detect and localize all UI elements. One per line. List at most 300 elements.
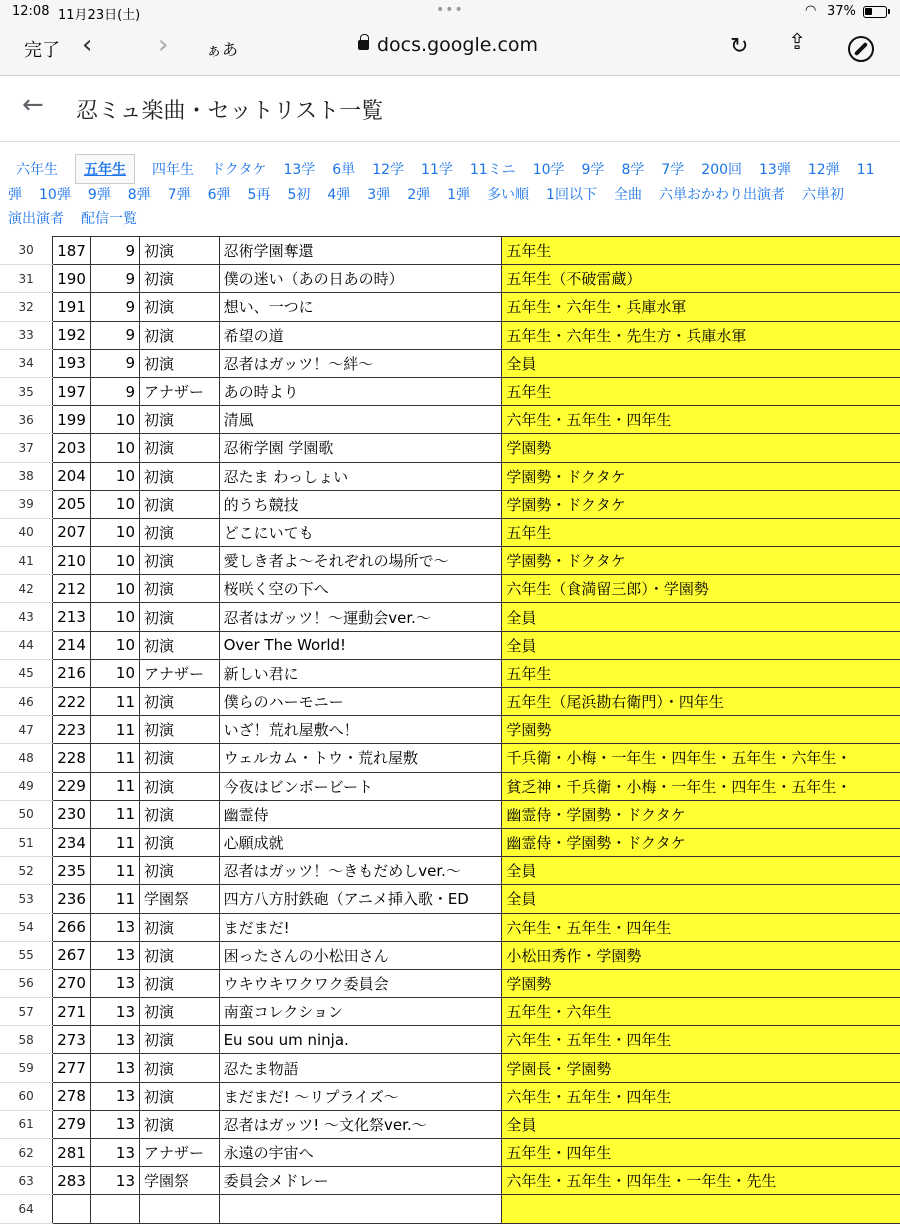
sheet-tab[interactable]: 演出演者 bbox=[8, 211, 64, 227]
table-row bbox=[0, 434, 900, 462]
sheet-tab[interactable]: 六単初 bbox=[801, 187, 844, 203]
cast-cell[interactable]: 五年生 bbox=[502, 659, 900, 687]
sheet-tab[interactable]: 四年生 bbox=[152, 162, 194, 178]
table-row bbox=[0, 1139, 900, 1167]
song-id-cell[interactable]: 270 bbox=[53, 969, 91, 997]
song-id-cell[interactable]: 210 bbox=[53, 547, 91, 575]
performance-type-cell[interactable]: 初演 bbox=[140, 941, 220, 969]
song-id-cell[interactable]: 197 bbox=[53, 377, 91, 405]
song-title-cell[interactable]: いざ！荒れ屋敷へ！ bbox=[219, 716, 502, 744]
song-title-cell[interactable]: ウェルカム・トウ・荒れ屋敷 bbox=[219, 744, 502, 772]
song-id-cell[interactable]: 230 bbox=[53, 800, 91, 828]
performance-type-cell[interactable]: 初演 bbox=[140, 603, 220, 631]
done-button[interactable]: 完了 bbox=[24, 40, 60, 61]
multitasking-dots-icon[interactable]: ••• bbox=[436, 2, 464, 18]
performance-type-cell[interactable]: 初演 bbox=[140, 969, 220, 997]
song-title-cell[interactable]: 南蛮コレクション bbox=[219, 998, 502, 1026]
row-number: 35 bbox=[0, 377, 53, 405]
row-number: 49 bbox=[0, 772, 53, 800]
song-title-cell[interactable]: あの時より bbox=[219, 377, 502, 405]
cast-cell[interactable] bbox=[502, 1195, 900, 1223]
performance-type-cell[interactable]: 初演 bbox=[140, 547, 220, 575]
song-title-cell[interactable]: 困ったさんの小松田さん bbox=[219, 941, 502, 969]
song-id-cell[interactable]: 187 bbox=[53, 237, 91, 265]
song-id-cell[interactable]: 281 bbox=[53, 1139, 91, 1167]
sheet-tab-row bbox=[8, 208, 154, 228]
table-row bbox=[0, 1110, 900, 1138]
battery-percent: 37% bbox=[827, 4, 856, 19]
cast-cell[interactable]: 五年生 bbox=[502, 377, 900, 405]
song-id-cell[interactable] bbox=[53, 1195, 91, 1223]
song-title-cell[interactable]: Over The World! bbox=[219, 631, 502, 659]
performance-type-cell[interactable]: 初演 bbox=[140, 462, 220, 490]
row-number: 60 bbox=[0, 1082, 53, 1110]
cast-cell[interactable]: 五年生 bbox=[502, 237, 900, 265]
share-icon[interactable]: ⇪ bbox=[788, 30, 807, 55]
cast-cell[interactable]: 学園勢 bbox=[502, 434, 900, 462]
song-title-cell[interactable]: Eu sou um ninja. bbox=[219, 1026, 502, 1054]
song-title-cell[interactable]: 忍者はガッツ! 〜文化祭ver.〜 bbox=[219, 1110, 502, 1138]
song-id-cell[interactable]: 267 bbox=[53, 941, 91, 969]
table-row bbox=[0, 1054, 900, 1082]
cast-cell[interactable]: 五年生 bbox=[502, 518, 900, 546]
address-bar[interactable] bbox=[358, 34, 538, 56]
clock: 12:08 bbox=[12, 4, 50, 19]
sheet-tab[interactable]: 11 bbox=[856, 162, 875, 178]
performance-type-cell[interactable]: 初演 bbox=[140, 688, 220, 716]
battery-icon bbox=[863, 6, 887, 18]
table-row bbox=[0, 603, 900, 631]
row-number: 55 bbox=[0, 941, 53, 969]
cast-cell[interactable]: 五年生・六年生・兵庫水軍 bbox=[502, 293, 900, 321]
show-number-cell[interactable]: 11 bbox=[90, 857, 139, 885]
table-row bbox=[0, 688, 900, 716]
show-number-cell[interactable]: 13 bbox=[90, 998, 139, 1026]
row-number: 54 bbox=[0, 913, 53, 941]
row-number: 47 bbox=[0, 716, 53, 744]
song-id-cell[interactable]: 216 bbox=[53, 659, 91, 687]
cast-cell[interactable]: 六年生・五年生・四年生 bbox=[502, 1026, 900, 1054]
cast-cell[interactable]: 全員 bbox=[502, 857, 900, 885]
song-title-cell[interactable]: 心願成就 bbox=[219, 828, 502, 856]
row-number: 48 bbox=[0, 744, 53, 772]
show-number-cell[interactable]: 13 bbox=[90, 1110, 139, 1138]
sheet-tab[interactable]: 多い順 bbox=[487, 187, 530, 203]
song-id-cell[interactable]: 192 bbox=[53, 321, 91, 349]
cast-cell[interactable]: 全員 bbox=[502, 1110, 900, 1138]
table-row bbox=[0, 237, 900, 265]
song-title-cell[interactable]: 桜咲く空の下へ bbox=[219, 575, 502, 603]
performance-type-cell[interactable]: アナザー bbox=[140, 377, 220, 405]
row-number: 36 bbox=[0, 406, 53, 434]
cast-cell[interactable]: 全員 bbox=[502, 603, 900, 631]
song-id-cell[interactable]: 204 bbox=[53, 462, 91, 490]
show-number-cell[interactable] bbox=[90, 1195, 139, 1223]
show-number-cell[interactable]: 10 bbox=[90, 406, 139, 434]
table-row bbox=[0, 998, 900, 1026]
cast-cell[interactable]: 小松田秀作・学園勢 bbox=[502, 941, 900, 969]
cast-cell[interactable]: 五年生（尾浜勘右衛門）・四年生 bbox=[502, 688, 900, 716]
performance-type-cell[interactable] bbox=[140, 1195, 220, 1223]
table-row bbox=[0, 547, 900, 575]
spreadsheet-grid bbox=[0, 236, 900, 1216]
song-title-cell[interactable] bbox=[219, 1195, 502, 1223]
song-title-cell[interactable]: 忍たま物語 bbox=[219, 1054, 502, 1082]
song-title-cell[interactable]: 四方八方肘鉄砲（アニメ挿入歌・ED bbox=[219, 885, 502, 913]
compass-icon[interactable] bbox=[848, 36, 874, 62]
row-number: 56 bbox=[0, 969, 53, 997]
show-number-cell[interactable]: 13 bbox=[90, 913, 139, 941]
show-number-cell[interactable]: 11 bbox=[90, 716, 139, 744]
show-number-cell[interactable]: 11 bbox=[90, 885, 139, 913]
sheet-tab[interactable]: 1弾 bbox=[447, 187, 471, 203]
cast-cell[interactable]: 五年生（不破雷蔵） bbox=[502, 265, 900, 293]
performance-type-cell[interactable]: 初演 bbox=[140, 1110, 220, 1138]
song-id-cell[interactable]: 212 bbox=[53, 575, 91, 603]
sheet-tab-row bbox=[8, 184, 861, 204]
row-number: 32 bbox=[0, 293, 53, 321]
performance-type-cell[interactable]: 初演 bbox=[140, 998, 220, 1026]
table-row bbox=[0, 716, 900, 744]
cast-cell[interactable]: 全員 bbox=[502, 631, 900, 659]
back-arrow-icon[interactable]: ← bbox=[22, 90, 44, 120]
sheet-tab[interactable]: 11学 bbox=[421, 162, 453, 178]
show-number-cell[interactable]: 10 bbox=[90, 518, 139, 546]
song-title-cell[interactable]: 希望の道 bbox=[219, 321, 502, 349]
performance-type-cell[interactable]: 初演 bbox=[140, 716, 220, 744]
cast-cell[interactable]: 五年生・六年生・先生方・兵庫水軍 bbox=[502, 321, 900, 349]
sheet-tab[interactable]: 10学 bbox=[532, 162, 565, 178]
song-id-cell[interactable]: 214 bbox=[53, 631, 91, 659]
song-title-cell[interactable]: 今夜はビンボービート bbox=[219, 772, 502, 800]
performance-type-cell[interactable]: 初演 bbox=[140, 857, 220, 885]
row-number: 42 bbox=[0, 575, 53, 603]
table-row bbox=[0, 462, 900, 490]
song-title-cell[interactable]: 僕の迷い（あの日あの時） bbox=[219, 265, 502, 293]
table-row bbox=[0, 1195, 900, 1223]
performance-type-cell[interactable]: 初演 bbox=[140, 406, 220, 434]
song-title-cell[interactable]: 忍術学園 学園歌 bbox=[219, 434, 502, 462]
cast-cell[interactable]: 学園長・学園勢 bbox=[502, 1054, 900, 1082]
table-row bbox=[0, 969, 900, 997]
cast-cell[interactable]: 千兵衛・小梅・一年生・四年生・五年生・六年生・ bbox=[502, 744, 900, 772]
table-row bbox=[0, 1167, 900, 1195]
table-row bbox=[0, 518, 900, 546]
sheet-tab[interactable]: 5再 bbox=[247, 187, 271, 203]
sheet-tab[interactable]: 11ミニ bbox=[469, 162, 516, 178]
song-id-cell[interactable]: 279 bbox=[53, 1110, 91, 1138]
song-id-cell[interactable]: 205 bbox=[53, 490, 91, 518]
table-row bbox=[0, 857, 900, 885]
sheet-tab[interactable]: 7弾 bbox=[167, 187, 191, 203]
song-id-cell[interactable]: 203 bbox=[53, 434, 91, 462]
sheet-tab[interactable]: 六単おかわり出演者 bbox=[658, 187, 785, 203]
row-number: 58 bbox=[0, 1026, 53, 1054]
row-number: 33 bbox=[0, 321, 53, 349]
reload-icon[interactable]: ↻ bbox=[730, 34, 749, 59]
sheet-tab[interactable]: 1回以下 bbox=[546, 187, 597, 203]
song-id-cell[interactable]: 266 bbox=[53, 913, 91, 941]
show-number-cell[interactable]: 13 bbox=[90, 1082, 139, 1110]
show-number-cell[interactable]: 10 bbox=[90, 434, 139, 462]
song-id-cell[interactable]: 222 bbox=[53, 688, 91, 716]
show-number-cell[interactable]: 13 bbox=[90, 969, 139, 997]
date: 11月23日(土) bbox=[58, 8, 141, 23]
song-id-cell[interactable]: 278 bbox=[53, 1082, 91, 1110]
song-id-cell[interactable]: 191 bbox=[53, 293, 91, 321]
table-row bbox=[0, 1026, 900, 1054]
show-number-cell[interactable]: 9 bbox=[90, 237, 139, 265]
song-id-cell[interactable]: 277 bbox=[53, 1054, 91, 1082]
song-id-cell[interactable]: 207 bbox=[53, 518, 91, 546]
sheet-tab[interactable]: 五年生 bbox=[75, 154, 135, 184]
song-title-cell[interactable]: 幽霊侍 bbox=[219, 800, 502, 828]
battery-level-fill bbox=[865, 8, 872, 15]
show-number-cell[interactable]: 13 bbox=[90, 1139, 139, 1167]
show-number-cell[interactable]: 10 bbox=[90, 490, 139, 518]
sheet-tab[interactable]: 8学 bbox=[621, 162, 645, 178]
performance-type-cell[interactable]: 初演 bbox=[140, 828, 220, 856]
row-number: 52 bbox=[0, 857, 53, 885]
performance-type-cell[interactable]: 初演 bbox=[140, 800, 220, 828]
song-title-cell[interactable]: 僕らのハーモニー bbox=[219, 688, 502, 716]
row-number: 37 bbox=[0, 434, 53, 462]
song-title-cell[interactable]: まだまだ! 〜リプライズ〜 bbox=[219, 1082, 502, 1110]
table-row bbox=[0, 885, 900, 913]
cast-cell[interactable]: 六年生・五年生・四年生 bbox=[502, 1082, 900, 1110]
song-id-cell[interactable]: 236 bbox=[53, 885, 91, 913]
sheet-tab[interactable]: 7学 bbox=[661, 162, 685, 178]
performance-type-cell[interactable]: 初演 bbox=[140, 631, 220, 659]
performance-type-cell[interactable]: 初演 bbox=[140, 575, 220, 603]
sheet-tab[interactable]: 13学 bbox=[283, 162, 316, 178]
row-number: 64 bbox=[0, 1195, 53, 1223]
back-button[interactable]: ‹ bbox=[82, 30, 93, 60]
sheet-tab[interactable]: 10弾 bbox=[39, 187, 71, 203]
song-title-cell[interactable]: 新しい君に bbox=[219, 659, 502, 687]
song-title-cell[interactable]: まだまだ! bbox=[219, 913, 502, 941]
song-title-cell[interactable]: ウキウキワクワク委員会 bbox=[219, 969, 502, 997]
song-id-cell[interactable]: 235 bbox=[53, 857, 91, 885]
cast-cell[interactable]: 貧乏神・千兵衛・小梅・一年生・四年生・五年生・ bbox=[502, 772, 900, 800]
sheet-tab[interactable]: 2弾 bbox=[407, 187, 431, 203]
table-row bbox=[0, 772, 900, 800]
table-row bbox=[0, 631, 900, 659]
row-number: 51 bbox=[0, 828, 53, 856]
row-number: 62 bbox=[0, 1139, 53, 1167]
show-number-cell[interactable]: 13 bbox=[90, 1026, 139, 1054]
table-row bbox=[0, 349, 900, 377]
performance-type-cell[interactable]: 初演 bbox=[140, 518, 220, 546]
row-number: 59 bbox=[0, 1054, 53, 1082]
show-number-cell[interactable]: 10 bbox=[90, 603, 139, 631]
sheet-tab[interactable]: 6弾 bbox=[207, 187, 231, 203]
cast-cell[interactable]: 六年生・五年生・四年生 bbox=[502, 406, 900, 434]
song-title-cell[interactable]: 永遠の宇宙へ bbox=[219, 1139, 502, 1167]
song-id-cell[interactable]: 223 bbox=[53, 716, 91, 744]
doc-title: 忍ミュ楽曲・セットリスト一覧 bbox=[76, 99, 384, 124]
performance-type-cell[interactable]: 初演 bbox=[140, 913, 220, 941]
row-number: 43 bbox=[0, 603, 53, 631]
row-number: 44 bbox=[0, 631, 53, 659]
lock-icon bbox=[358, 40, 369, 50]
cast-cell[interactable]: 五年生・六年生 bbox=[502, 998, 900, 1026]
show-number-cell[interactable]: 11 bbox=[90, 688, 139, 716]
sheet-tab[interactable]: 弾 bbox=[8, 187, 22, 203]
cast-cell[interactable]: 幽霊侍・学園勢・ドクタケ bbox=[502, 828, 900, 856]
sheet-tab[interactable]: 4弾 bbox=[327, 187, 351, 203]
performance-type-cell[interactable]: 初演 bbox=[140, 1054, 220, 1082]
show-number-cell[interactable]: 13 bbox=[90, 1054, 139, 1082]
song-id-cell[interactable]: 190 bbox=[53, 265, 91, 293]
show-number-cell[interactable]: 10 bbox=[90, 659, 139, 687]
show-number-cell[interactable]: 9 bbox=[90, 377, 139, 405]
table-row bbox=[0, 321, 900, 349]
row-number: 61 bbox=[0, 1110, 53, 1138]
show-number-cell[interactable]: 11 bbox=[90, 744, 139, 772]
performance-type-cell[interactable]: 初演 bbox=[140, 1026, 220, 1054]
performance-type-cell[interactable]: アナザー bbox=[140, 1139, 220, 1167]
performance-type-cell[interactable]: 初演 bbox=[140, 772, 220, 800]
song-title-cell[interactable]: 委員会メドレー bbox=[219, 1167, 502, 1195]
sheet-tab[interactable]: 全曲 bbox=[613, 187, 642, 203]
show-number-cell[interactable]: 9 bbox=[90, 321, 139, 349]
song-id-cell[interactable]: 273 bbox=[53, 1026, 91, 1054]
song-id-cell[interactable]: 271 bbox=[53, 998, 91, 1026]
show-number-cell[interactable]: 13 bbox=[90, 941, 139, 969]
song-id-cell[interactable]: 213 bbox=[53, 603, 91, 631]
row-number: 50 bbox=[0, 800, 53, 828]
url-text: docs.google.com bbox=[377, 34, 539, 56]
show-number-cell[interactable]: 9 bbox=[90, 349, 139, 377]
sheet-tab[interactable]: 9弾 bbox=[87, 187, 111, 203]
show-number-cell[interactable]: 9 bbox=[90, 265, 139, 293]
song-title-cell[interactable]: 忍たま わっしょい bbox=[219, 462, 502, 490]
sheet-tab[interactable]: ドクタケ bbox=[211, 162, 267, 178]
table-row bbox=[0, 265, 900, 293]
forward-button[interactable]: › bbox=[158, 30, 169, 60]
cast-cell[interactable]: 五年生・四年生 bbox=[502, 1139, 900, 1167]
sheet-tab-row bbox=[16, 159, 892, 184]
cast-cell[interactable]: 学園勢・ドクタケ bbox=[502, 462, 900, 490]
performance-type-cell[interactable]: 初演 bbox=[140, 744, 220, 772]
sheet-tab[interactable]: 5初 bbox=[287, 187, 311, 203]
row-number: 30 bbox=[0, 237, 53, 265]
performance-type-cell[interactable]: アナザー bbox=[140, 659, 220, 687]
song-title-cell[interactable]: 清風 bbox=[219, 406, 502, 434]
table-row bbox=[0, 744, 900, 772]
browser-toolbar bbox=[0, 24, 900, 76]
show-number-cell[interactable]: 11 bbox=[90, 800, 139, 828]
cast-cell[interactable]: 学園勢・ドクタケ bbox=[502, 547, 900, 575]
cast-cell[interactable]: 六年生・五年生・四年生・一年生・先生 bbox=[502, 1167, 900, 1195]
table-row bbox=[0, 293, 900, 321]
cast-cell[interactable]: 六年生（食満留三郎）・学園勢 bbox=[502, 575, 900, 603]
show-number-cell[interactable]: 9 bbox=[90, 293, 139, 321]
row-number: 53 bbox=[0, 885, 53, 913]
table-row bbox=[0, 1082, 900, 1110]
performance-type-cell[interactable]: 初演 bbox=[140, 1082, 220, 1110]
cast-cell[interactable]: 学園勢・ドクタケ bbox=[502, 490, 900, 518]
performance-type-cell[interactable]: 学園祭 bbox=[140, 885, 220, 913]
performance-type-cell[interactable]: 学園祭 bbox=[140, 1167, 220, 1195]
row-number: 34 bbox=[0, 349, 53, 377]
sheet-tab[interactable]: 12学 bbox=[372, 162, 405, 178]
song-id-cell[interactable]: 193 bbox=[53, 349, 91, 377]
cast-cell[interactable]: 全員 bbox=[502, 885, 900, 913]
song-id-cell[interactable]: 228 bbox=[53, 744, 91, 772]
song-title-cell[interactable]: 愛しき者よ〜それぞれの場所で〜 bbox=[219, 547, 502, 575]
show-number-cell[interactable]: 10 bbox=[90, 575, 139, 603]
row-number: 46 bbox=[0, 688, 53, 716]
cast-cell[interactable]: 六年生・五年生・四年生 bbox=[502, 913, 900, 941]
song-title-cell[interactable]: 忍者はガッツ！〜絆〜 bbox=[219, 349, 502, 377]
performance-type-cell[interactable]: 初演 bbox=[140, 293, 220, 321]
show-number-cell[interactable]: 13 bbox=[90, 1167, 139, 1195]
table-row bbox=[0, 659, 900, 687]
row-number: 57 bbox=[0, 998, 53, 1026]
show-number-cell[interactable]: 10 bbox=[90, 462, 139, 490]
song-title-cell[interactable]: 的うち競技 bbox=[219, 490, 502, 518]
row-number: 40 bbox=[0, 518, 53, 546]
wifi-icon: ◠ bbox=[805, 3, 817, 18]
performance-type-cell[interactable]: 初演 bbox=[140, 321, 220, 349]
performance-type-cell[interactable]: 初演 bbox=[140, 434, 220, 462]
cast-cell[interactable]: 学園勢 bbox=[502, 969, 900, 997]
table-row bbox=[0, 406, 900, 434]
performance-type-cell[interactable]: 初演 bbox=[140, 490, 220, 518]
sheet-tab[interactable]: 6単 bbox=[332, 162, 356, 178]
table-row bbox=[0, 913, 900, 941]
performance-type-cell[interactable]: 初演 bbox=[140, 265, 220, 293]
table-row bbox=[0, 800, 900, 828]
cast-cell[interactable]: 学園勢 bbox=[502, 716, 900, 744]
show-number-cell[interactable]: 11 bbox=[90, 828, 139, 856]
sheet-tab[interactable]: 12弾 bbox=[807, 162, 840, 178]
song-title-cell[interactable]: どこにいても bbox=[219, 518, 502, 546]
table-row bbox=[0, 941, 900, 969]
sheet-tab[interactable]: 3弾 bbox=[367, 187, 391, 203]
text-size-button[interactable]: ぁあ bbox=[206, 40, 239, 59]
row-number: 31 bbox=[0, 265, 53, 293]
sheet-tab-bar bbox=[0, 150, 900, 232]
cast-cell[interactable]: 幽霊侍・学園勢・ドクタケ bbox=[502, 800, 900, 828]
sheet-tab[interactable]: 配信一覧 bbox=[81, 211, 137, 227]
song-title-cell[interactable]: 忍術学園奪還 bbox=[219, 237, 502, 265]
row-number: 45 bbox=[0, 659, 53, 687]
song-id-cell[interactable]: 283 bbox=[53, 1167, 91, 1195]
song-id-cell[interactable]: 229 bbox=[53, 772, 91, 800]
song-title-cell[interactable]: 忍者はガッツ！〜きもだめしver.〜 bbox=[219, 857, 502, 885]
performance-type-cell[interactable]: 初演 bbox=[140, 349, 220, 377]
sheet-tab[interactable]: 200回 bbox=[701, 162, 743, 178]
show-number-cell[interactable]: 10 bbox=[90, 631, 139, 659]
song-id-cell[interactable]: 199 bbox=[53, 406, 91, 434]
sheet-tab[interactable]: 13弾 bbox=[759, 162, 791, 178]
performance-type-cell[interactable]: 初演 bbox=[140, 237, 220, 265]
song-title-cell[interactable]: 想い、一つに bbox=[219, 293, 502, 321]
cast-cell[interactable]: 全員 bbox=[502, 349, 900, 377]
table-row bbox=[0, 575, 900, 603]
sheet-tab[interactable]: 六年生 bbox=[16, 162, 58, 178]
song-id-cell[interactable]: 234 bbox=[53, 828, 91, 856]
show-number-cell[interactable]: 10 bbox=[90, 547, 139, 575]
show-number-cell[interactable]: 11 bbox=[90, 772, 139, 800]
sheet-tab[interactable]: 9学 bbox=[581, 162, 605, 178]
sheet-tab[interactable]: 8弾 bbox=[127, 187, 151, 203]
song-title-cell[interactable]: 忍者はガッツ！〜運動会ver.〜 bbox=[219, 603, 502, 631]
row-number: 38 bbox=[0, 462, 53, 490]
